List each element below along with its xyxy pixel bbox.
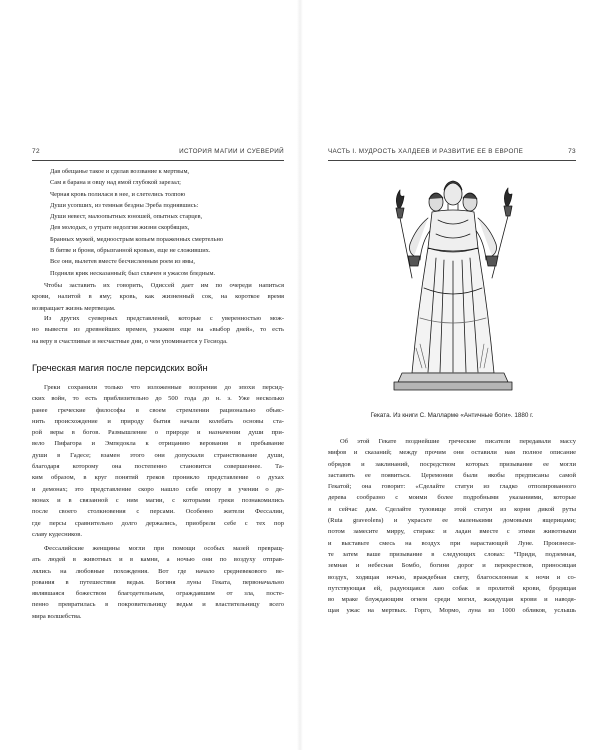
text-line: на веру в счастливые и несчастные дни, о чем упоминается у Гесиода. (32, 337, 228, 345)
poem-line: Черная кровь полилася в нее, и слетелись толпою (50, 190, 186, 198)
text-line: земная и небесная Бомбо, богиня дорог и перекрестков, приносящая (328, 562, 576, 570)
text-line: мира волшебства. (32, 612, 82, 620)
poem-line: Подняли крик несказанный; был схвачен я ужасом бледным. (50, 269, 216, 277)
paragraph-greek-philosophy (32, 382, 284, 540)
text-line: благодаря которому она постепенно становится совершеннее. Та- (32, 463, 284, 471)
text-line: и выставьте смесь на воздух при нарастающей Луне. Произнеси- (328, 539, 576, 547)
text-line: возвращает жизнь мертвецам. (32, 304, 116, 312)
poem-line: В битве и броня, обрызганной кровью, еще не сложивших. (50, 247, 211, 255)
text-line: Фессалийские женщины могли при помощи особых мазей превращ- (44, 545, 284, 552)
right-page-number: 73 (568, 148, 576, 155)
text-line: рования в путешествия ведьм. Богиня луны Геката, первоначально (32, 578, 284, 586)
text-line: ким образом, в круг понятий греков проникло представление о духах (32, 474, 284, 482)
poem-line: Души усопших, из темныя бездны Эреба поднявшись: (50, 201, 199, 209)
text-line: лялись на любовные похождения. Вот где начало средневекового ве- (32, 567, 284, 575)
poem-line: Сам я барана и овцу над ямой глубокой зарезал; (50, 179, 181, 187)
text-line: вело Пифагора и Эмпедокла к отрицанию верования в пребывание (32, 440, 284, 448)
text-line: Об этой Гекате позднейшие греческие писатели передавали массу (340, 438, 576, 445)
text-line: те затем ваше призывание в следующих словах: “Приди, подземная, (328, 550, 576, 558)
right-running-title: ЧАСТЬ I. МУДРОСТЬ ХАЛДЕЕВ И РАЗВИТИЕ ЕЕ В ЕВРОПЕ (328, 148, 524, 155)
text-line: потом замесите мирру, стиракс и ладан вместе с этими животными (328, 528, 576, 536)
text-line: души в Гадесе; взамен этого они допускали странствование души, (32, 451, 284, 459)
right-running-head (328, 146, 576, 161)
text-line: во мраке блуждающим огнем среди могил, жаждущая крови и наводя- (328, 596, 576, 604)
paragraph-thessalian-women (32, 543, 284, 622)
text-line: являвшаяся божеством благодетельным, ограждавшим от зла, посте- (32, 590, 284, 598)
text-line: монах и в связанной с ним магии, с которыми греки познакомились (32, 496, 284, 504)
figure-caption: Геката. Из книги С. Малларме «Античные боги». 1880 г. (370, 412, 534, 419)
text-line: щая ужас на мертвых. Горго, Мормо, луна из 1000 обликов, услышь (328, 607, 576, 615)
text-line: путствующая ей, радующаяся лаю собак и пролитой крови, бродящая (328, 584, 576, 592)
text-line: пенно превратилась в покровительницу ведьм и властительницу всего (32, 601, 284, 609)
poem-line: Бранных мужей, медноострым копьем пораженных смертельно (50, 235, 224, 243)
text-line: мифов и сказаний; между прочим они оставили нам полное описание (328, 449, 576, 457)
poem-line: Дев молодых, о утрате недолгия жизни скорбящих, (50, 224, 190, 232)
left-running-head (32, 146, 284, 161)
text-line: но вывести из древнейших времен, укажем еще на «выбор дней», то есть (32, 326, 284, 334)
poem-line: Все они, вылетев вместе бесчисленным роем из ямы, (50, 258, 195, 266)
text-line: после своего столкновения с персами. Особенно жители Фессалии, (32, 508, 284, 516)
left-running-title: ИСТОРИЯ МАГИИ И СУЕВЕРИЙ (179, 148, 284, 155)
hecate-illustration (388, 168, 518, 400)
text-line: дерева сообразно с моими более подробными указаниями, которые (328, 494, 576, 502)
text-line: ранее греческие философы в своем стремлении рационально объяс- (32, 406, 284, 414)
text-line: ских войн, то есть приблизительно до 500 года до н. э. Уже несколько (32, 395, 284, 403)
poem-quote (50, 166, 285, 279)
text-line: Гекатой; она говорит: «Сделайте статуи из гладко отполированного (328, 483, 576, 491)
paragraph-odysseus (32, 280, 284, 314)
poem-line: Души невест, малоопытных юношей, опытных старцев, (50, 213, 203, 221)
text-line: где персы сравнительно долго держались, приобрели себе с тех пор (32, 519, 284, 527)
left-page-number: 72 (32, 148, 40, 155)
paragraph-hecate (328, 436, 576, 617)
text-line: обрядов и заклинаний, посредством которых призывание ее могли (328, 460, 576, 468)
text-line: рой веры в богов. Размышление о природе и назначении души при- (32, 429, 284, 437)
text-line: и демонах; это представление скоро нашло себе опору в учении о де- (32, 485, 284, 493)
section-heading: Греческая магия после персидских войн (32, 362, 208, 373)
text-line: ать людей в животных и в камни, а ночью они по воздуху отправ- (32, 556, 284, 564)
text-line: нить происхождение и природу бытия начали колебать основы ста- (32, 417, 284, 425)
paragraph-choice-of-days (32, 313, 284, 347)
text-line: Чтобы заставить их говорить, Одиссей дает им по очереди напиться (44, 282, 284, 289)
text-line: Греки сохранили только что изложенные воззрения до эпохи персид- (44, 384, 284, 391)
text-line: славу кудесников. (32, 530, 82, 538)
text-line: крови, налитой в яму; кровь, как жизненный сок, на короткое время (32, 293, 284, 301)
right-page (300, 0, 600, 750)
text-line: (Ruta graveolens) и украсьте ее маленькими домовыми ящерицами; (328, 517, 576, 525)
text-line: воздух, ходящая ночью, враждебная свету, благосклонная к ночи и со- (328, 573, 576, 581)
text-line: Из других суеверных представлений, которые с уверенностью мож- (44, 315, 284, 322)
text-line: заставить ее появиться. Церемонии были якобы предписаны самой (328, 471, 576, 479)
text-line: я сейчас дам. Сделайте туловище этой статуи из корня дикой руты (328, 505, 576, 513)
poem-line: Дав обещанье такое и сделав воззвание к мертвым, (50, 168, 190, 175)
